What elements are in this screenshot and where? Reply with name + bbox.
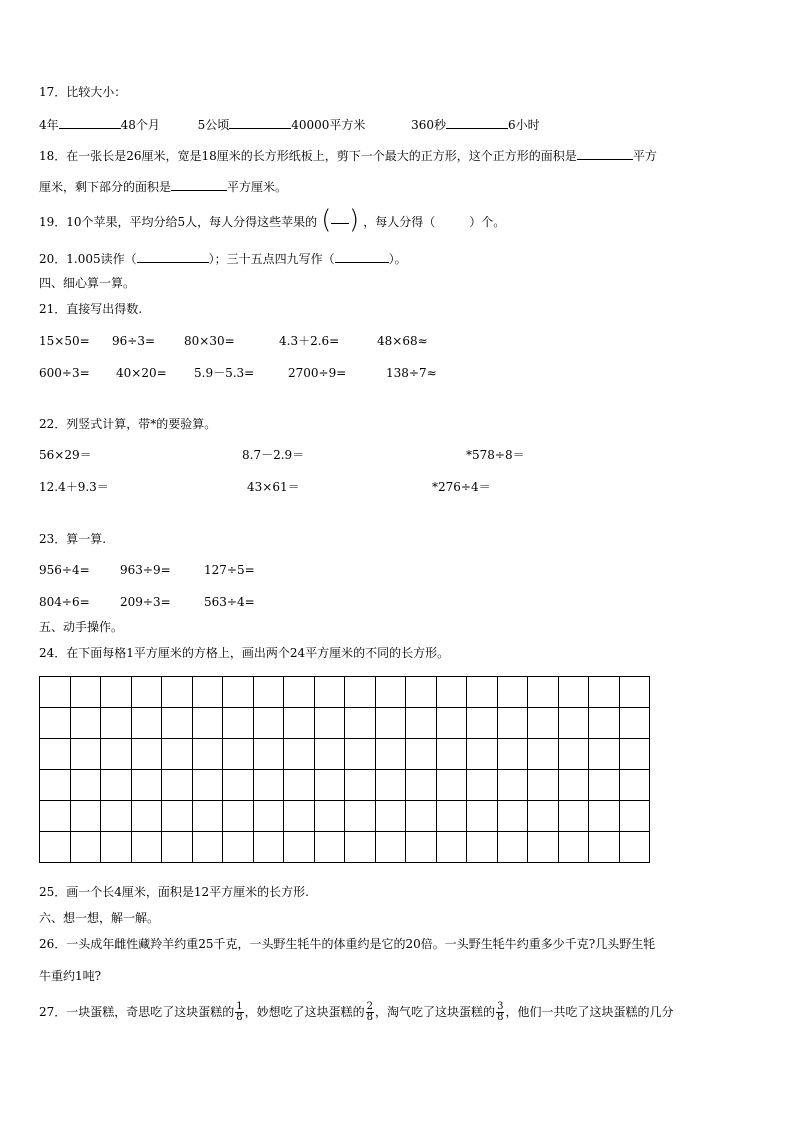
- grid-cell[interactable]: [497, 832, 528, 863]
- grid-cell[interactable]: [619, 770, 650, 801]
- question-21-title: 21．直接写出得数.: [39, 302, 143, 316]
- grid-cell[interactable]: [40, 708, 71, 739]
- grid-cell[interactable]: [497, 677, 528, 708]
- grid-cell[interactable]: [589, 739, 620, 770]
- question-18-text-b: 平方: [632, 149, 657, 163]
- square-grid[interactable]: [39, 676, 650, 863]
- grid-cell[interactable]: [284, 801, 315, 832]
- grid-cell[interactable]: [558, 770, 589, 801]
- expr-23-1-2: 963÷9=: [120, 563, 171, 577]
- grid-cell[interactable]: [528, 739, 559, 770]
- grid-cell[interactable]: [253, 677, 284, 708]
- grid-cell[interactable]: [223, 677, 254, 708]
- grid-cell[interactable]: [558, 677, 589, 708]
- grid-cell[interactable]: [131, 677, 162, 708]
- grid-cell[interactable]: [436, 832, 467, 863]
- expr-23-2-3: 563÷4=: [204, 595, 255, 609]
- grid-cell[interactable]: [162, 677, 193, 708]
- grid-cell[interactable]: [192, 770, 223, 801]
- grid-cell[interactable]: [558, 801, 589, 832]
- grid-cell[interactable]: [619, 708, 650, 739]
- grid-cell[interactable]: [162, 832, 193, 863]
- question-18-line-2: [39, 178, 287, 195]
- grid-cell[interactable]: [619, 739, 650, 770]
- grid-cell[interactable]: [223, 739, 254, 770]
- grid-cell[interactable]: [345, 832, 376, 863]
- question-20-text-b: ）；三十五点四九写作（: [208, 252, 335, 266]
- question-19-text-c: ）个。: [469, 215, 506, 229]
- grid-cell[interactable]: [192, 708, 223, 739]
- question-20-text-c: ）。: [388, 252, 407, 266]
- grid-row: [40, 677, 650, 708]
- grid-cell[interactable]: [345, 677, 376, 708]
- expr-21-2-4: 2700÷9=: [288, 366, 347, 380]
- grid-cell[interactable]: [101, 832, 132, 863]
- expr-23-2-2: 209÷3=: [120, 595, 171, 609]
- question-19: [39, 204, 506, 236]
- grid-cell[interactable]: [589, 770, 620, 801]
- grid-cell[interactable]: [436, 677, 467, 708]
- expr-23-2-1: 804÷6=: [39, 595, 90, 609]
- grid-cell[interactable]: [314, 739, 345, 770]
- question-22-title: 22．列竖式计算，带*的要验算。: [39, 417, 217, 431]
- grid-cell[interactable]: [101, 708, 132, 739]
- grid-cell[interactable]: [192, 832, 223, 863]
- grid-cell[interactable]: [467, 708, 498, 739]
- grid-cell[interactable]: [162, 801, 193, 832]
- grid-cell[interactable]: [70, 708, 101, 739]
- grid-cell[interactable]: [406, 677, 437, 708]
- grid-cell[interactable]: [284, 739, 315, 770]
- grid-cell[interactable]: [558, 739, 589, 770]
- grid-cell[interactable]: [131, 801, 162, 832]
- grid-cell[interactable]: [528, 801, 559, 832]
- grid-cell[interactable]: [101, 677, 132, 708]
- question-26-line-1: 26．一头成年雌性藏羚羊约重25千克，一头野生牦牛的体重约是它的20倍。一头野生牦牛约重多少千克?几头野生牦: [39, 937, 656, 951]
- grid-cell[interactable]: [314, 801, 345, 832]
- grid-cell[interactable]: [497, 739, 528, 770]
- expr-22-2-2: 43×61＝: [247, 480, 300, 494]
- expr-22-1-1: 56×29＝: [39, 448, 92, 462]
- answer-blank-17-1[interactable]: [59, 116, 121, 129]
- compare-1-right: 48个月: [120, 118, 160, 132]
- question-19-text-b: ，每人分得（: [363, 215, 436, 229]
- grid-cell[interactable]: [589, 832, 620, 863]
- grid-cell[interactable]: [40, 801, 71, 832]
- grid-cell[interactable]: [70, 677, 101, 708]
- grid-cell[interactable]: [253, 801, 284, 832]
- answer-blank-17-3[interactable]: [446, 116, 508, 129]
- grid-cell[interactable]: [406, 739, 437, 770]
- grid-cell[interactable]: [101, 801, 132, 832]
- grid-cell[interactable]: [284, 832, 315, 863]
- grid-cell[interactable]: [558, 708, 589, 739]
- compare-3-left: 360秒: [411, 118, 446, 132]
- grid-cell[interactable]: [406, 708, 437, 739]
- expr-21-2-3: 5.9－5.3=: [194, 366, 255, 380]
- grid-cell[interactable]: [162, 708, 193, 739]
- grid-cell[interactable]: [314, 832, 345, 863]
- grid-cell[interactable]: [284, 770, 315, 801]
- grid-row: [40, 708, 650, 739]
- grid-cell[interactable]: [223, 832, 254, 863]
- question-18-text-c: 厘米，剩下部分的面积是: [39, 180, 172, 194]
- grid-cell[interactable]: [467, 677, 498, 708]
- grid-cell[interactable]: [467, 801, 498, 832]
- grid-cell[interactable]: [192, 801, 223, 832]
- question-26-line-2: 牛重约1吨?: [39, 969, 102, 983]
- fraction-three-eighths: $\frac{3}{8}$: [497, 1001, 504, 1023]
- grid-cell[interactable]: [375, 832, 406, 863]
- grid-cell[interactable]: [436, 708, 467, 739]
- grid-cell[interactable]: [497, 770, 528, 801]
- question-24-title: 24．在下面每格1平方厘米的方格上，画出两个24平方厘米的不同的长方形。: [39, 646, 450, 660]
- grid-cell[interactable]: [345, 770, 376, 801]
- grid-cell[interactable]: [375, 708, 406, 739]
- expr-22-2-1: 12.4＋9.3＝: [39, 480, 109, 494]
- grid-cell[interactable]: [253, 739, 284, 770]
- grid-cell[interactable]: [619, 801, 650, 832]
- grid-cell[interactable]: [131, 832, 162, 863]
- expr-21-2-5: 138÷7≈: [386, 366, 437, 380]
- grid-cell[interactable]: [467, 832, 498, 863]
- grid-cell[interactable]: [375, 770, 406, 801]
- grid-cell[interactable]: [406, 770, 437, 801]
- grid-cell[interactable]: [101, 739, 132, 770]
- grid-cell[interactable]: [314, 708, 345, 739]
- grid-cell[interactable]: [345, 801, 376, 832]
- question-25: 25．画一个长4厘米，面积是12平方厘米的长方形.: [39, 885, 309, 899]
- grid-cell[interactable]: [70, 739, 101, 770]
- grid-cell[interactable]: [223, 770, 254, 801]
- grid-cell[interactable]: [406, 832, 437, 863]
- grid-cell[interactable]: [253, 832, 284, 863]
- question-17-title: 17．比较大小：: [39, 85, 127, 99]
- grid-cell[interactable]: [253, 770, 284, 801]
- fraction-one-eighth: $\frac{1}{8}$: [236, 1001, 243, 1023]
- grid-cell[interactable]: [467, 770, 498, 801]
- grid-cell[interactable]: [375, 739, 406, 770]
- grid-cell[interactable]: [253, 708, 284, 739]
- section-5-heading: 五、动手操作。: [39, 620, 124, 634]
- grid-cell[interactable]: [375, 677, 406, 708]
- expr-22-1-2: 8.7－2.9＝: [242, 448, 305, 462]
- compare-3-right: 6小时: [507, 118, 540, 132]
- grid-cell[interactable]: [589, 677, 620, 708]
- grid-cell[interactable]: [40, 739, 71, 770]
- grid-cell[interactable]: [284, 708, 315, 739]
- grid-cell[interactable]: [619, 677, 650, 708]
- grid-cell[interactable]: [131, 739, 162, 770]
- question-18-line-1: [39, 147, 657, 164]
- grid-cell[interactable]: [314, 770, 345, 801]
- answer-blank-18-1[interactable]: [577, 147, 633, 160]
- grid-cell[interactable]: [619, 832, 650, 863]
- expr-22-1-3: *578÷8＝: [466, 448, 525, 462]
- expr-21-1-5: 48×68≈: [377, 334, 428, 348]
- grid-cell[interactable]: [223, 708, 254, 739]
- grid-cell[interactable]: [589, 801, 620, 832]
- grid-cell[interactable]: [162, 739, 193, 770]
- grid-cell[interactable]: [528, 677, 559, 708]
- grid-cell[interactable]: [131, 708, 162, 739]
- question-20: [39, 250, 407, 267]
- fraction-answer-box[interactable]: ( ): [321, 204, 360, 235]
- question-23-title: 23．算一算.: [39, 532, 107, 546]
- section-6-heading: 六、想一想，解一解。: [39, 911, 160, 925]
- compare-2-right: 40000平方米: [291, 118, 366, 132]
- question-27-text-b: ，妙想吃了这块蛋糕的: [244, 1005, 365, 1019]
- question-27: [39, 998, 673, 1026]
- grid-cell[interactable]: [589, 708, 620, 739]
- question-27-text-d: ，他们一共吃了这块蛋糕的几分: [505, 1005, 674, 1019]
- section-4-heading: 四、细心算一算。: [39, 276, 136, 290]
- expr-21-1-3: 80×30=: [184, 334, 235, 348]
- question-19-text-a: 19．10个苹果，平均分给5人，每人分得这些苹果的: [39, 215, 318, 229]
- grid-cell[interactable]: [436, 770, 467, 801]
- question-18-text-a: 18．在一张长是26厘米，宽是18厘米的长方形纸板上，剪下一个最大的正方形，这个正方形的面积是: [39, 149, 577, 163]
- answer-blank-20-1[interactable]: [137, 250, 209, 263]
- fraction-two-eighths: $\frac{2}{8}$: [366, 1001, 374, 1023]
- compare-2-left: 5公顷: [197, 118, 230, 132]
- grid-cell[interactable]: [40, 832, 71, 863]
- grid-cell[interactable]: [497, 708, 528, 739]
- grid-cell[interactable]: [131, 770, 162, 801]
- question-27-text-a: 27．一块蛋糕，奇思吃了这块蛋糕的: [39, 1005, 235, 1019]
- grid-row: [40, 770, 650, 801]
- compare-1-left: 4年: [39, 118, 59, 132]
- grid-row: [40, 801, 650, 832]
- expr-21-1-2: 96÷3=: [112, 334, 156, 348]
- grid-cell[interactable]: [70, 770, 101, 801]
- question-20-text-a: 20．1.005读作（: [39, 252, 137, 266]
- grid-cell[interactable]: [436, 801, 467, 832]
- expr-21-2-1: 600÷3=: [39, 366, 90, 380]
- grid-cell[interactable]: [40, 770, 71, 801]
- answer-blank-18-2[interactable]: [171, 178, 227, 191]
- grid-cell[interactable]: [528, 708, 559, 739]
- grid-cell[interactable]: [70, 801, 101, 832]
- expr-22-2-3: *276÷4＝: [432, 480, 491, 494]
- grid-cell[interactable]: [345, 708, 376, 739]
- expr-23-1-1: 956÷4=: [39, 563, 90, 577]
- grid-cell[interactable]: [192, 739, 223, 770]
- grid-cell[interactable]: [223, 801, 254, 832]
- grid-cell[interactable]: [558, 832, 589, 863]
- expr-23-1-3: 127÷5=: [204, 563, 255, 577]
- grid-cell[interactable]: [406, 801, 437, 832]
- grid-cell[interactable]: [162, 770, 193, 801]
- grid-row: [40, 739, 650, 770]
- grid-cell[interactable]: [528, 832, 559, 863]
- grid-cell[interactable]: [436, 739, 467, 770]
- grid-cell[interactable]: [40, 677, 71, 708]
- expr-21-1-4: 4.3＋2.6=: [279, 334, 340, 348]
- question-27-text-c: ，淘气吃了这块蛋糕的: [375, 1005, 496, 1019]
- answer-blank-20-2[interactable]: [335, 250, 389, 263]
- grid-cell[interactable]: [375, 801, 406, 832]
- grid-row: [40, 832, 650, 863]
- grid-cell[interactable]: [345, 739, 376, 770]
- grid-cell[interactable]: [467, 739, 498, 770]
- answer-blank-17-2[interactable]: [229, 116, 291, 129]
- grid-cell[interactable]: [284, 677, 315, 708]
- grid-cell[interactable]: [101, 770, 132, 801]
- expr-21-1-1: 15×50=: [39, 334, 90, 348]
- expr-21-2-2: 40×20=: [116, 366, 167, 380]
- grid-cell[interactable]: [192, 677, 223, 708]
- question-18-text-d: 平方厘米。: [227, 180, 288, 194]
- grid-cell[interactable]: [314, 677, 345, 708]
- grid-cell[interactable]: [497, 801, 528, 832]
- grid-cell[interactable]: [528, 770, 559, 801]
- question-17-comparisons: [39, 116, 540, 133]
- grid-cell[interactable]: [70, 832, 101, 863]
